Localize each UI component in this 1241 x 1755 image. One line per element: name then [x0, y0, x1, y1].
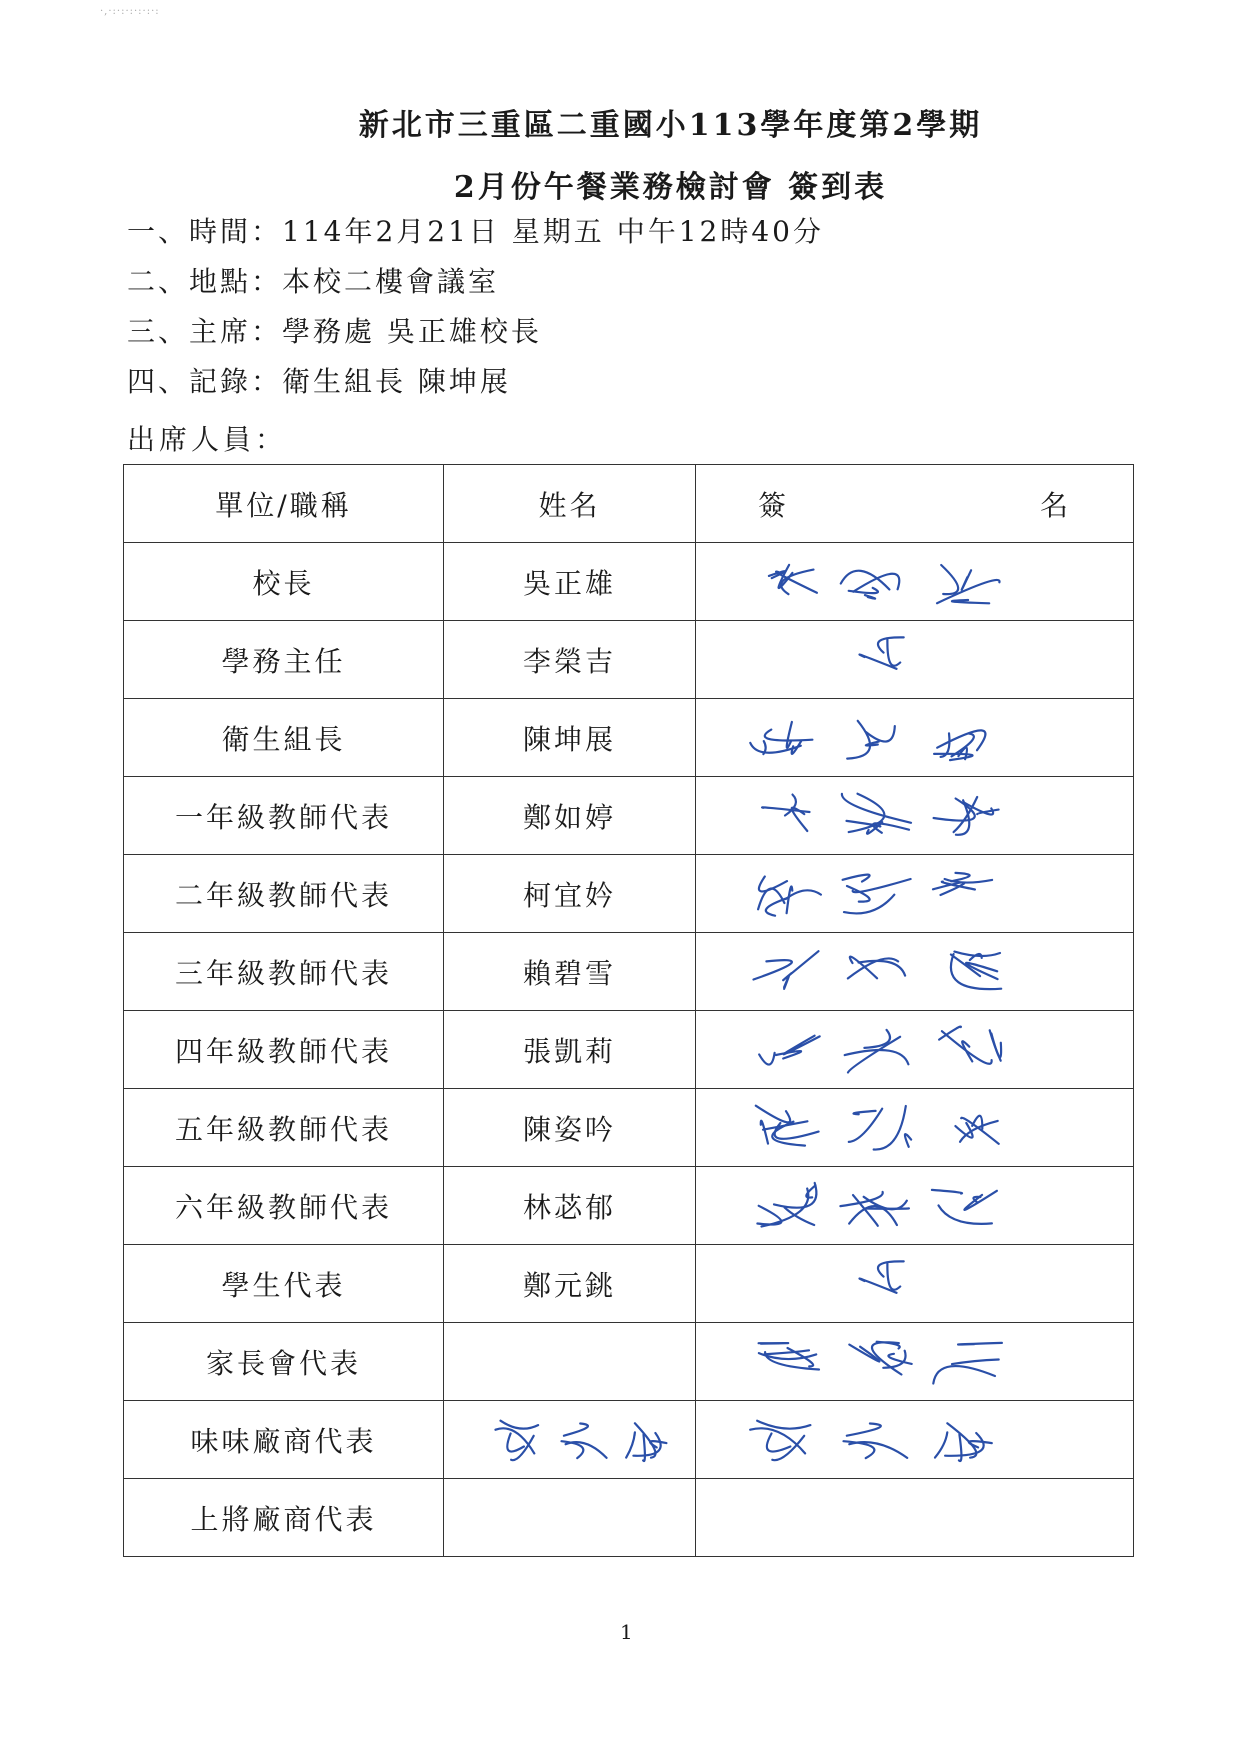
table-row [124, 621, 1134, 699]
ink-stroke [933, 1366, 995, 1383]
ink-stroke [878, 637, 904, 652]
ink-stroke [849, 1442, 907, 1458]
signature-cell [696, 1245, 1134, 1323]
name-cell [444, 1401, 696, 1479]
ink-stroke [854, 1111, 876, 1114]
unit-cell: 四年級教師代表 [124, 1011, 444, 1089]
ink-stroke [787, 722, 792, 748]
name-cell: 吳正雄 [444, 543, 696, 621]
header-signature [696, 465, 1134, 543]
signature-cell [696, 699, 1134, 777]
meeting-recorder: 四、記錄：衛生組長 陳坤展 [127, 365, 511, 398]
table-row [124, 1089, 1134, 1167]
handwritten-signature [696, 699, 1133, 776]
header-unit: 單位/職稱 [124, 465, 444, 543]
signature-cell [696, 621, 1134, 699]
ink-stroke [564, 1424, 588, 1436]
ink-stroke [847, 886, 870, 902]
ink-stroke [847, 721, 870, 759]
ink-stroke [935, 1432, 947, 1457]
meeting-time: 一、時間：114年2月21日 星期五 中午12時40分 [127, 215, 824, 248]
ink-stroke [933, 882, 964, 895]
unit-cell: 學生代表 [124, 1245, 444, 1323]
ink-stroke [937, 730, 985, 750]
ink-stroke [786, 890, 821, 899]
ink-stroke [941, 565, 958, 594]
signature-cell [696, 1479, 1134, 1557]
ink-stroke [762, 807, 809, 812]
document-title: 新北市三重區二重國小113學年度第2學期 [358, 108, 983, 143]
unit-cell: 三年級教師代表 [124, 933, 444, 1011]
handwritten-signature [696, 1167, 1133, 1244]
ink-stroke [878, 1261, 904, 1276]
ink-stroke [962, 1041, 972, 1061]
name-cell: 賴碧雪 [444, 933, 696, 1011]
table-row [124, 1401, 1134, 1479]
table-row [124, 1011, 1134, 1089]
meeting-chair: 三、主席：學務處 吳正雄校長 [127, 315, 542, 348]
unit-cell: 學務主任 [124, 621, 444, 699]
ink-stroke [942, 1031, 992, 1064]
ink-stroke [964, 1191, 997, 1210]
unit-cell: 衛生組長 [124, 699, 444, 777]
ink-stroke [750, 1428, 805, 1453]
handwritten-signature [696, 621, 1133, 698]
table-row [124, 1167, 1134, 1245]
ink-stroke [759, 877, 787, 892]
signature-cell [696, 777, 1134, 855]
handwritten-signature [696, 1011, 1133, 1088]
unit-cell: 一年級教師代表 [124, 777, 444, 855]
ink-stroke [843, 875, 870, 882]
unit-cell: 校長 [124, 543, 444, 621]
ink-stroke [959, 1435, 962, 1462]
meeting-place: 二、地點：本校二樓會議室 [127, 265, 500, 298]
ink-stroke [860, 655, 897, 669]
signature-cell [696, 1089, 1134, 1167]
unit-cell: 五年級教師代表 [124, 1089, 444, 1167]
header-sign-right: 名 [1039, 488, 1071, 522]
ink-stroke [951, 873, 970, 881]
ink-stroke [848, 1037, 900, 1073]
ink-stroke [774, 1183, 816, 1208]
ink-stroke [759, 1053, 774, 1065]
ink-stroke [945, 879, 993, 883]
name-cell: 鄭元銚 [444, 1245, 696, 1323]
ink-stroke [643, 1435, 645, 1462]
sign-in-table [123, 464, 1134, 1557]
ink-stroke [958, 1343, 1002, 1345]
handwritten-signature [696, 1089, 1133, 1166]
handwritten-signature [696, 1323, 1133, 1400]
name-cell: 張凱莉 [444, 1011, 696, 1089]
ink-stroke [761, 1121, 768, 1144]
ink-stroke [844, 1441, 875, 1458]
handwritten-signature [444, 1401, 695, 1478]
name-cell: 鄭如婷 [444, 777, 696, 855]
signature-cell [696, 933, 1134, 1011]
unit-cell: 味味廠商代表 [124, 1401, 444, 1479]
header-name: 姓名 [444, 465, 696, 543]
signature-cell [696, 543, 1134, 621]
ink-stroke [905, 1134, 911, 1147]
ink-stroke [860, 1279, 897, 1293]
document-subtitle: 2月份午餐業務檢討會 簽到表 [453, 170, 888, 205]
ink-stroke [766, 898, 789, 916]
table-header-row [124, 465, 1134, 543]
name-cell [444, 1479, 696, 1557]
ink-stroke [785, 1207, 815, 1225]
page-number: 1 [620, 1620, 633, 1644]
unit-cell: 上將廠商代表 [124, 1479, 444, 1557]
ink-stroke [952, 1360, 999, 1365]
ink-stroke [991, 1034, 1001, 1058]
table-row [124, 699, 1134, 777]
signature-cell [696, 1167, 1134, 1245]
name-cell: 柯宜妗 [444, 855, 696, 933]
ink-stroke [887, 640, 900, 666]
attendees-label: 出席人員： [127, 423, 288, 456]
signature-cell [696, 1323, 1134, 1401]
ink-stroke [842, 794, 911, 823]
signature-cell [696, 855, 1134, 933]
scan-corner-mark: ·,·:·:·:·:·:·: [100, 6, 160, 17]
handwritten-signature [696, 933, 1133, 1010]
table-row [124, 1323, 1134, 1401]
ink-stroke [966, 963, 998, 979]
ink-stroke [787, 886, 793, 913]
handwritten-signature [696, 855, 1133, 932]
ink-stroke [566, 1442, 607, 1458]
ink-stroke [626, 1432, 635, 1457]
name-cell: 李榮吉 [444, 621, 696, 699]
header-sign-left: 簽 [758, 488, 790, 522]
name-cell: 林苾郁 [444, 1167, 696, 1245]
ink-stroke [764, 1350, 809, 1354]
ink-stroke [952, 734, 974, 757]
unit-cell: 六年級教師代表 [124, 1167, 444, 1245]
ink-stroke [962, 570, 971, 590]
name-cell [444, 1323, 696, 1401]
ink-stroke [932, 1190, 962, 1194]
ink-stroke [759, 1343, 789, 1344]
ink-stroke [841, 571, 890, 590]
ink-stroke [866, 726, 895, 741]
ink-stroke [847, 1424, 881, 1436]
ink-stroke [496, 1428, 535, 1453]
table-row [124, 777, 1134, 855]
ink-stroke [750, 743, 801, 753]
signature-cell [696, 1401, 1134, 1479]
table-row [124, 933, 1134, 1011]
handwritten-signature [696, 543, 1133, 620]
table-row [124, 543, 1134, 621]
handwritten-signature [696, 1245, 1133, 1322]
ink-stroke [866, 742, 879, 746]
table-row [124, 855, 1134, 933]
table-row [124, 1245, 1134, 1323]
ink-stroke [952, 600, 989, 603]
name-cell: 陳姿吟 [444, 1089, 696, 1167]
ink-stroke [865, 595, 875, 599]
unit-cell: 家長會代表 [124, 1323, 444, 1401]
ink-stroke [887, 1264, 900, 1290]
handwritten-signature [696, 1401, 1133, 1478]
ink-stroke [888, 1354, 911, 1364]
unit-cell: 二年級教師代表 [124, 855, 444, 933]
table-row [124, 1479, 1134, 1557]
handwritten-signature [696, 777, 1133, 854]
name-cell: 陳坤展 [444, 699, 696, 777]
signature-cell [696, 1011, 1134, 1089]
